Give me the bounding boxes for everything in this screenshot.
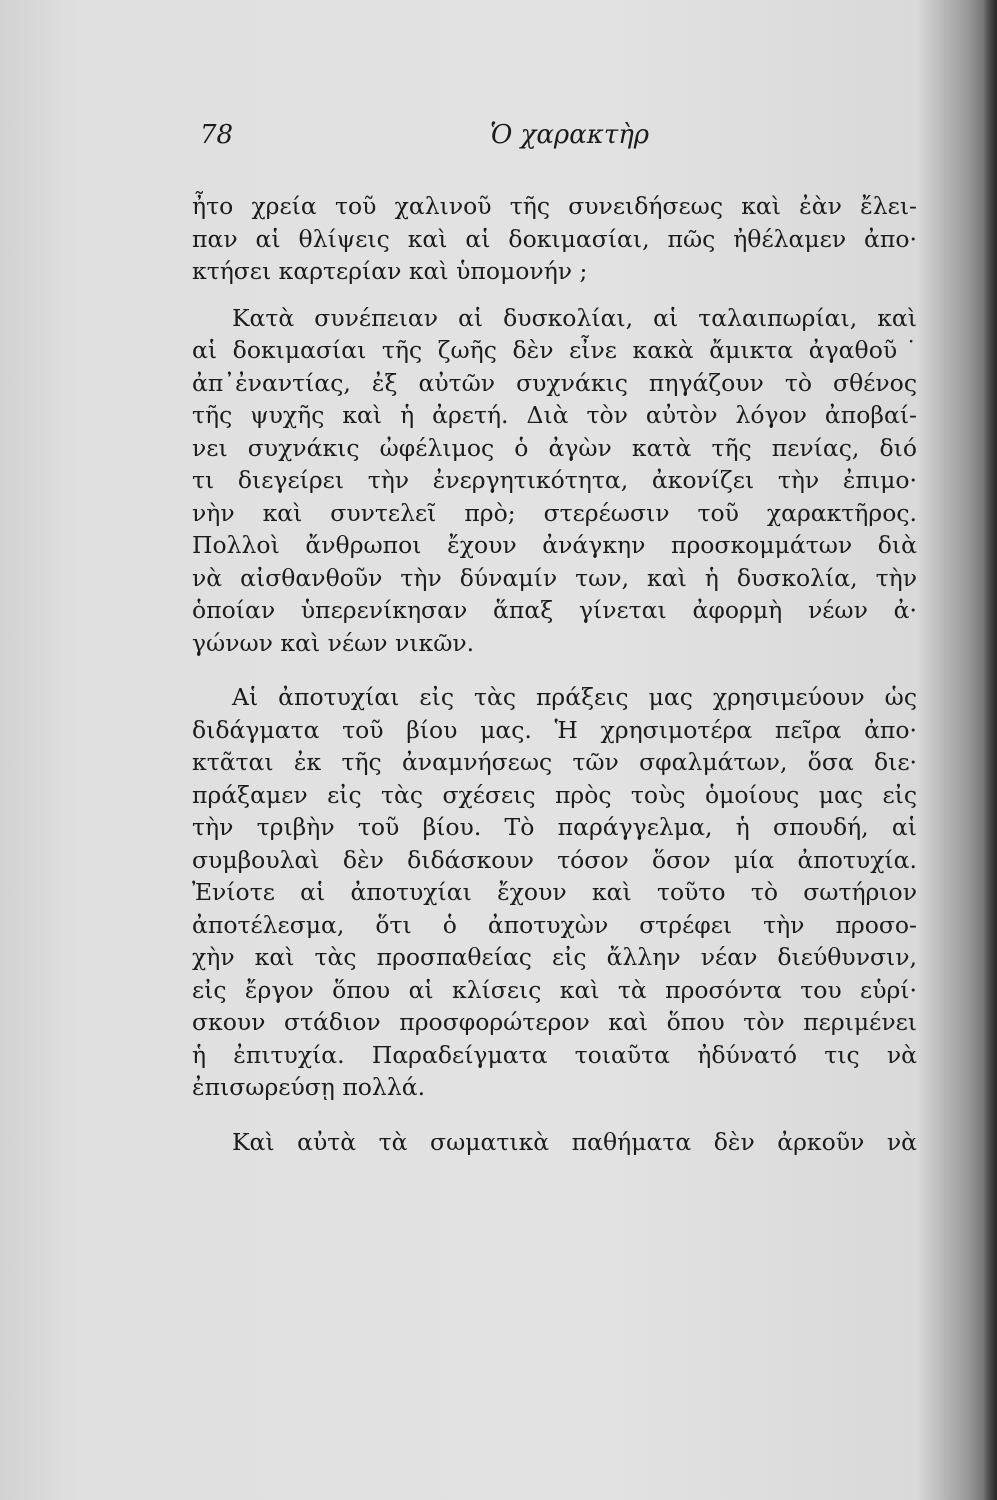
text-line: Ἐνίοτε αἱ ἀποτυχίαι ἔχουν καὶ τοῦτο τὸ σωτήριον: [192, 878, 917, 906]
paragraph: [192, 1126, 917, 1159]
text-line: Αἱ ἀποτυχίαι εἰς τὰς πράξεις μας χρησιμεύουν ὡς: [232, 683, 917, 711]
text-line: χὴν καὶ τὰς προσπαθείας εἰς ἄλλην νέαν διεύθυνσιν,: [192, 943, 917, 971]
text-line: σκουν στάδιον προσφορώτερον καὶ ὅπου τὸν περιμένει: [192, 1008, 917, 1036]
text-line: εἰς ἔργον ὅπου αἱ κλίσεις καὶ τὰ προσόντα του εὑρί·: [192, 975, 917, 1004]
text-line: ἡ ἐπιτυχία. Παραδείγματα τοιαῦτα ἠδύνατό τις νὰ: [192, 1040, 917, 1069]
text-line: πράξαμεν εἰς τὰς σχέσεις πρὸς τοὺς ὁμοίους μας εἰς: [192, 780, 917, 809]
text-line: Καὶ αὐτὰ τὰ σωματικὰ παθήματα δὲν ἀρκοῦν νὰ: [232, 1127, 917, 1156]
text-line: γώνων καὶ νέων νικῶν.: [192, 628, 475, 657]
paragraph: [192, 302, 917, 660]
text-line: ὁποίαν ὑπερενίκησαν ἅπαξ γίνεται ἀφορμὴ νέων ἀ·: [192, 596, 917, 624]
page-edge-shadow: [983, 0, 997, 1500]
text-line: νει συχνάκις ὠφέλιμος ὁ ἀγὼν κατὰ τῆς πενίας, διό: [192, 433, 917, 462]
text-line: κτᾶται ἐκ τῆς ἀναμνήσεως τῶν σφαλμάτων, ὅσα διε·: [192, 748, 917, 776]
text-line: τῆς ψυχῆς καὶ ἡ ἀρετή. Διὰ τὸν αὐτὸν λόγον ἀποβαί-: [192, 401, 917, 429]
text-line: τὴν τριβὴν τοῦ βίου. Τὸ παράγγελμα, ἡ σπουδή, αἱ: [192, 813, 917, 841]
text-line: ἀπ᾽ἐναντίας, ἐξ αὐτῶν συχνάκις πηγάζουν τὸ σθένος: [192, 368, 917, 397]
text-line: Κατὰ συνέπειαν αἱ δυσκολίαι, αἱ ταλαιπωρίαι, καὶ: [232, 303, 917, 332]
text-line: ἀποτέλεσμα, ὅτι ὁ ἀποτυχὼν στρέφει τὴν προσο-: [192, 910, 917, 939]
text-body: [192, 190, 917, 1158]
text-line: παν αἱ θλίψεις καὶ αἱ δοκιμασίαι, πῶς ἠθέλαμεν ἀπο·: [192, 224, 917, 253]
page-header: [200, 120, 900, 160]
text-line: κτήσει καρτερίαν καὶ ὑπομονήν ;: [192, 257, 588, 285]
text-line: συμβουλαὶ δὲν διδάσκουν τόσον ὅσον μία ἀποτυχία.: [192, 845, 917, 874]
text-line: ἐπισωρεύσῃ πολλά.: [192, 1073, 426, 1101]
text-line: τι διεγείρει τὴν ἐνεργητικότητα, ἀκονίζει τὴν ἐπιμο·: [192, 466, 917, 494]
text-line: Πολλοὶ ἄνθρωποι ἔχουν ἀνάγκην προσκομμάτων διὰ: [192, 531, 917, 559]
paragraph: [192, 190, 917, 288]
text-line: διδάγματα τοῦ βίου μας. Ἡ χρησιμοτέρα πεῖρα ἀπο·: [192, 715, 917, 744]
text-line: νὰ αἰσθανθοῦν τὴν δύναμίν των, καὶ ἡ δυσκολία, τὴν: [192, 563, 917, 592]
text-line: αἱ δοκιμασίαι τῆς ζωῆς δὲν εἶνε κακὰ ἄμικτα ἀγαθοῦ˙: [192, 336, 917, 364]
running-title: Ὁ χαρακτὴρ: [490, 120, 650, 150]
paragraph: [192, 681, 917, 1104]
page-number: 78: [200, 120, 234, 150]
text-line: ἦτο χρεία τοῦ χαλινοῦ τῆς συνειδήσεως καὶ ἐὰν ἔλει-: [192, 192, 917, 220]
text-line: νὴν καὶ συντελεῖ πρὸ; στερέωσιν τοῦ χαρακτῆρος.: [192, 498, 917, 527]
